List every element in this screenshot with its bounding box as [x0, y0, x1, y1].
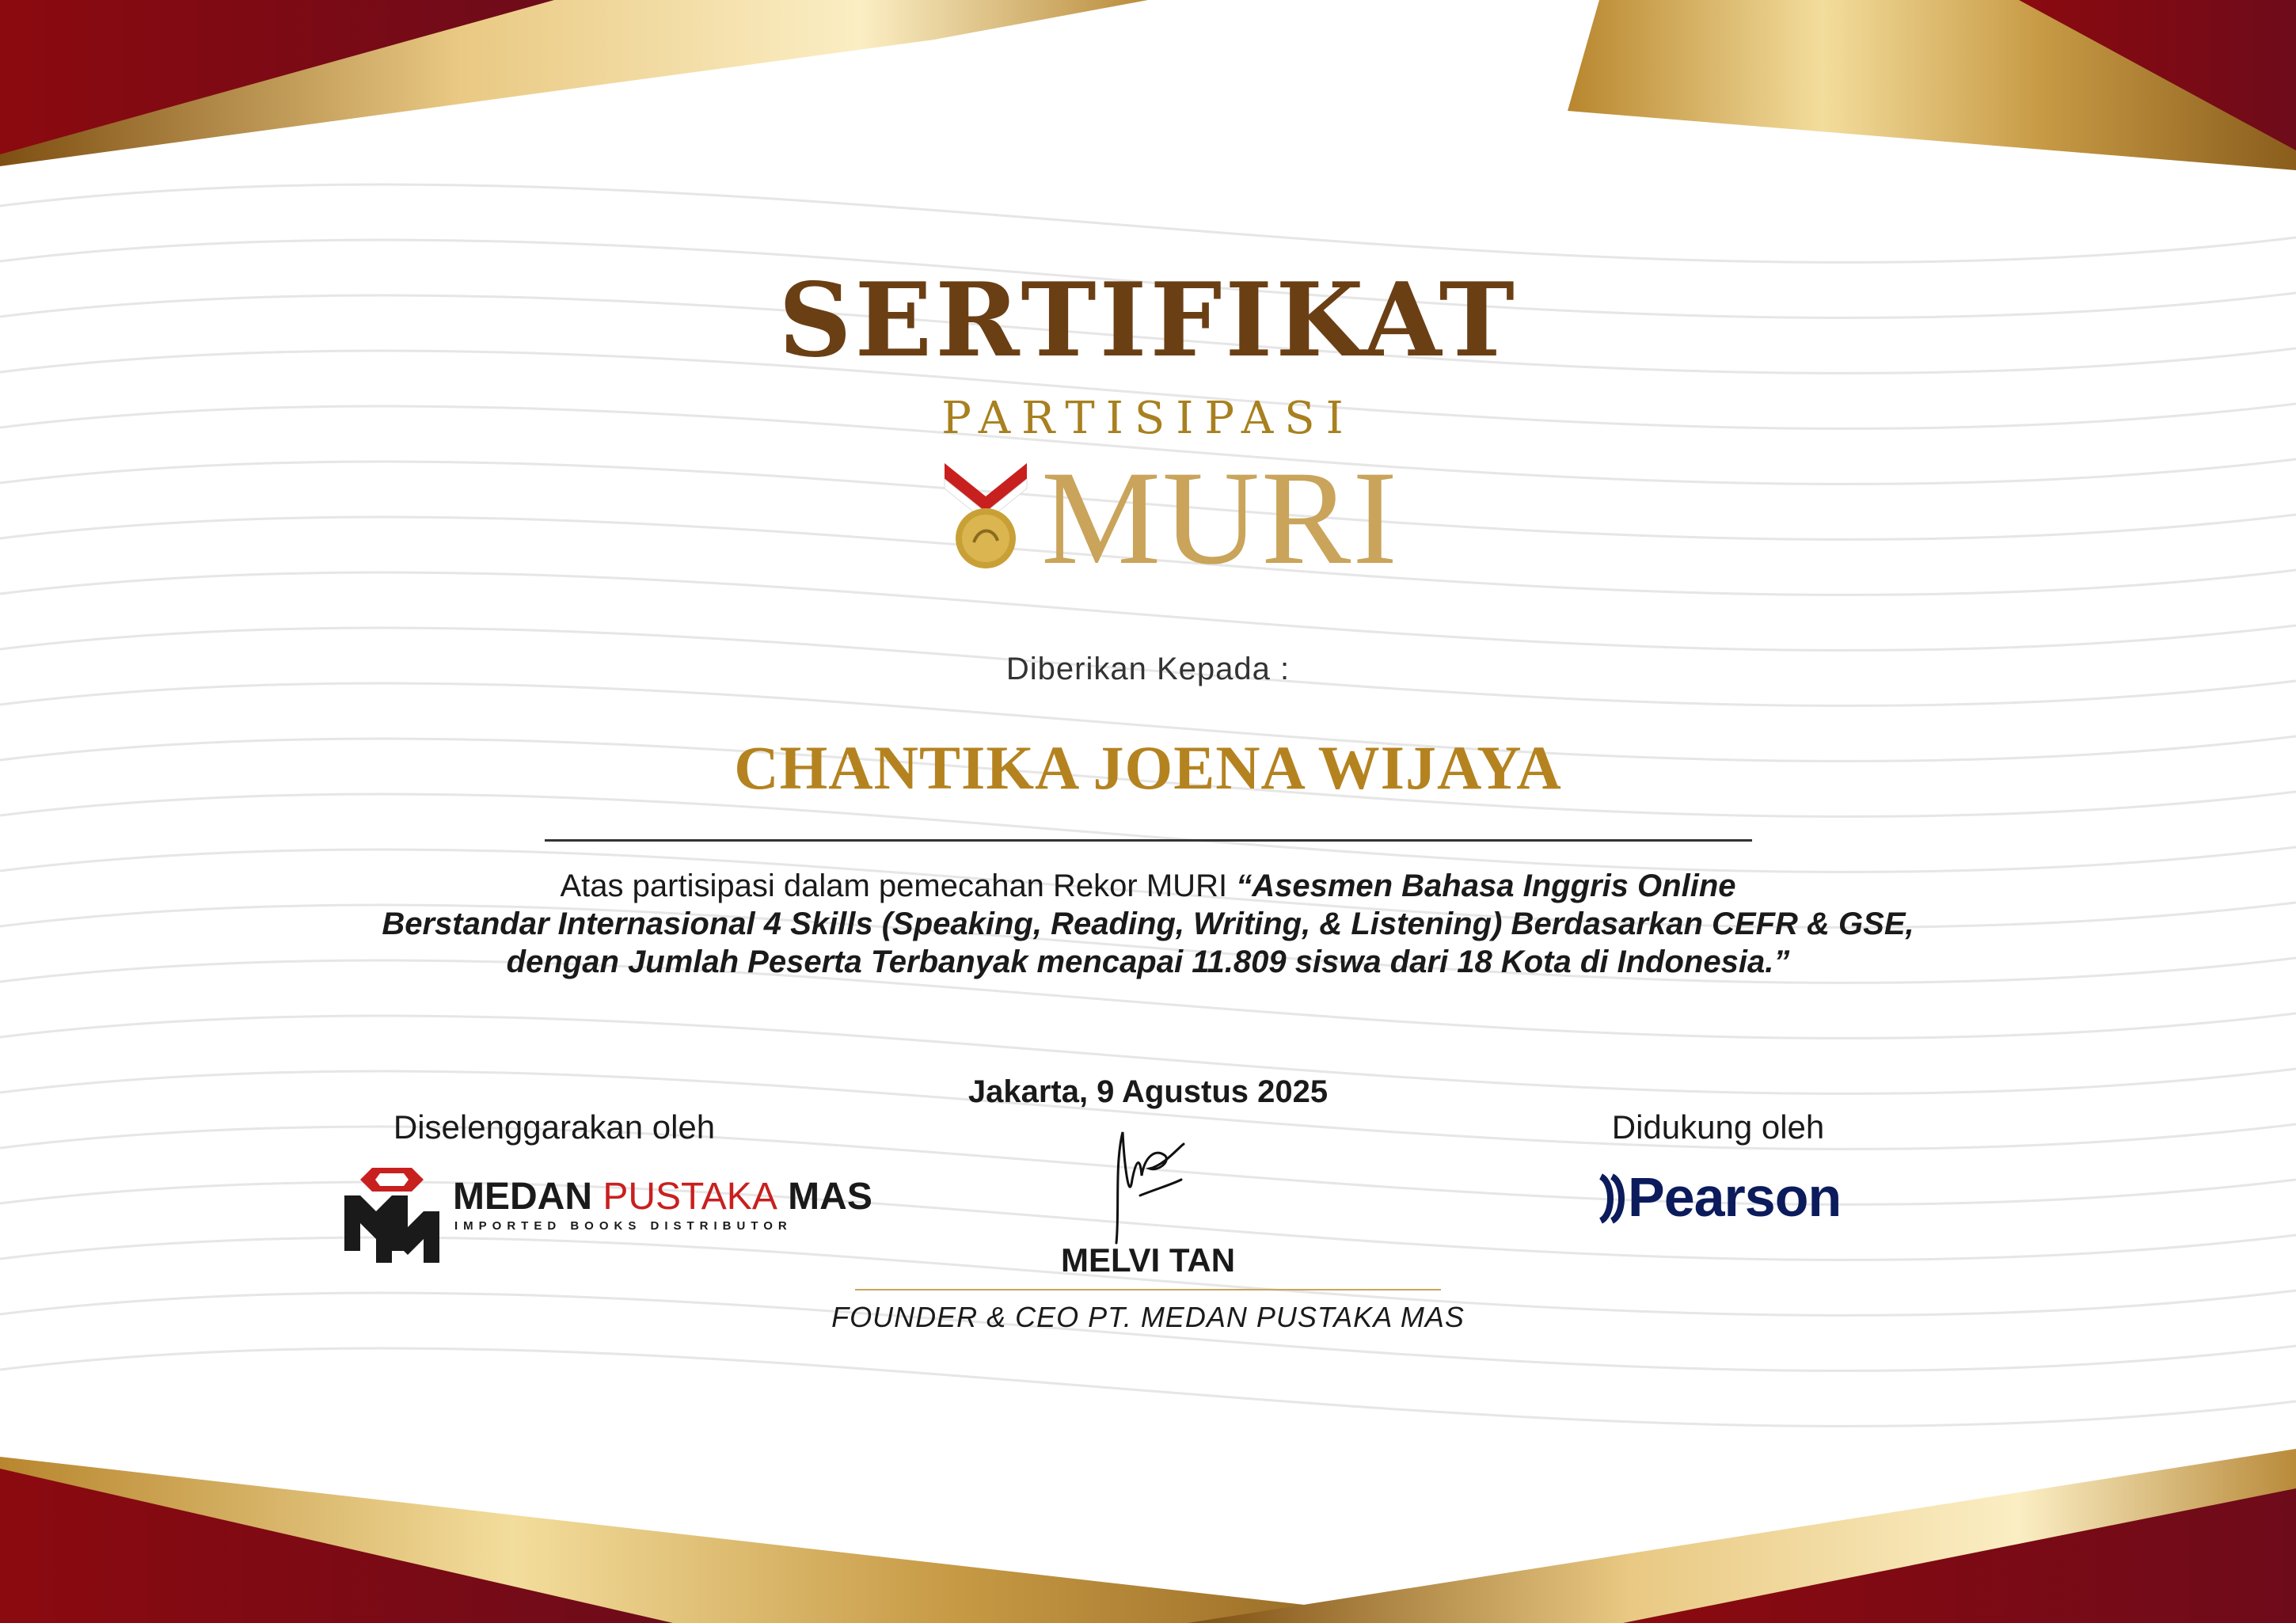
certificate-subtitle: PARTISIPASI [941, 393, 1355, 444]
organizer-label: Diselenggarakan oleh [393, 1108, 716, 1146]
muri-logo [938, 443, 1399, 592]
certificate-description [0, 867, 2296, 981]
pearson-mark-icon [1598, 1173, 1626, 1224]
given-to-label: Diberikan Kepada : [1005, 652, 1291, 686]
description-quote-line2: Berstandar Internasional 4 Skills (Speaking, Reading, Writing, & Listening) Berdasarkan CEFR & GSE, [382, 907, 1914, 941]
supporter-label: Didukung oleh [1611, 1108, 1825, 1146]
description-intro: Atas partisipasi dalam pemecahan Rekor MURI [560, 869, 1237, 903]
description-quote-line3: dengan Jumlah Peserta Terbanyak mencapai 11.809 siswa dari 18 Kota di Indonesia.” [506, 945, 1790, 979]
signature [1093, 1116, 1196, 1251]
signatory-name: MELVI TAN [1060, 1241, 1236, 1279]
certificate-title: SERTIFIKAT [778, 261, 1518, 380]
pearson-wordmark: Pearson [1628, 1166, 1842, 1228]
pearson-logo [1598, 1166, 1851, 1233]
mpm-wordmark: MEDAN PUSTAKA MAS [453, 1176, 872, 1218]
muri-wordmark: MURI [1041, 443, 1399, 592]
mpm-tagline: IMPORTED BOOKS DISTRIBUTOR [454, 1219, 793, 1233]
signature-divider [855, 1289, 1441, 1290]
medal-icon [938, 455, 1033, 574]
description-quote-line1: “Asesmen Bahasa Inggris Online [1236, 869, 1736, 903]
recipient-name: CHANTIKA JOENA WIJAYA [734, 733, 1562, 802]
signatory-title: FOUNDER & CEO PT. MEDAN PUSTAKA MAS [831, 1301, 1465, 1333]
place-date: Jakarta, 9 Agustus 2025 [967, 1074, 1329, 1109]
recipient-divider [545, 839, 1752, 842]
